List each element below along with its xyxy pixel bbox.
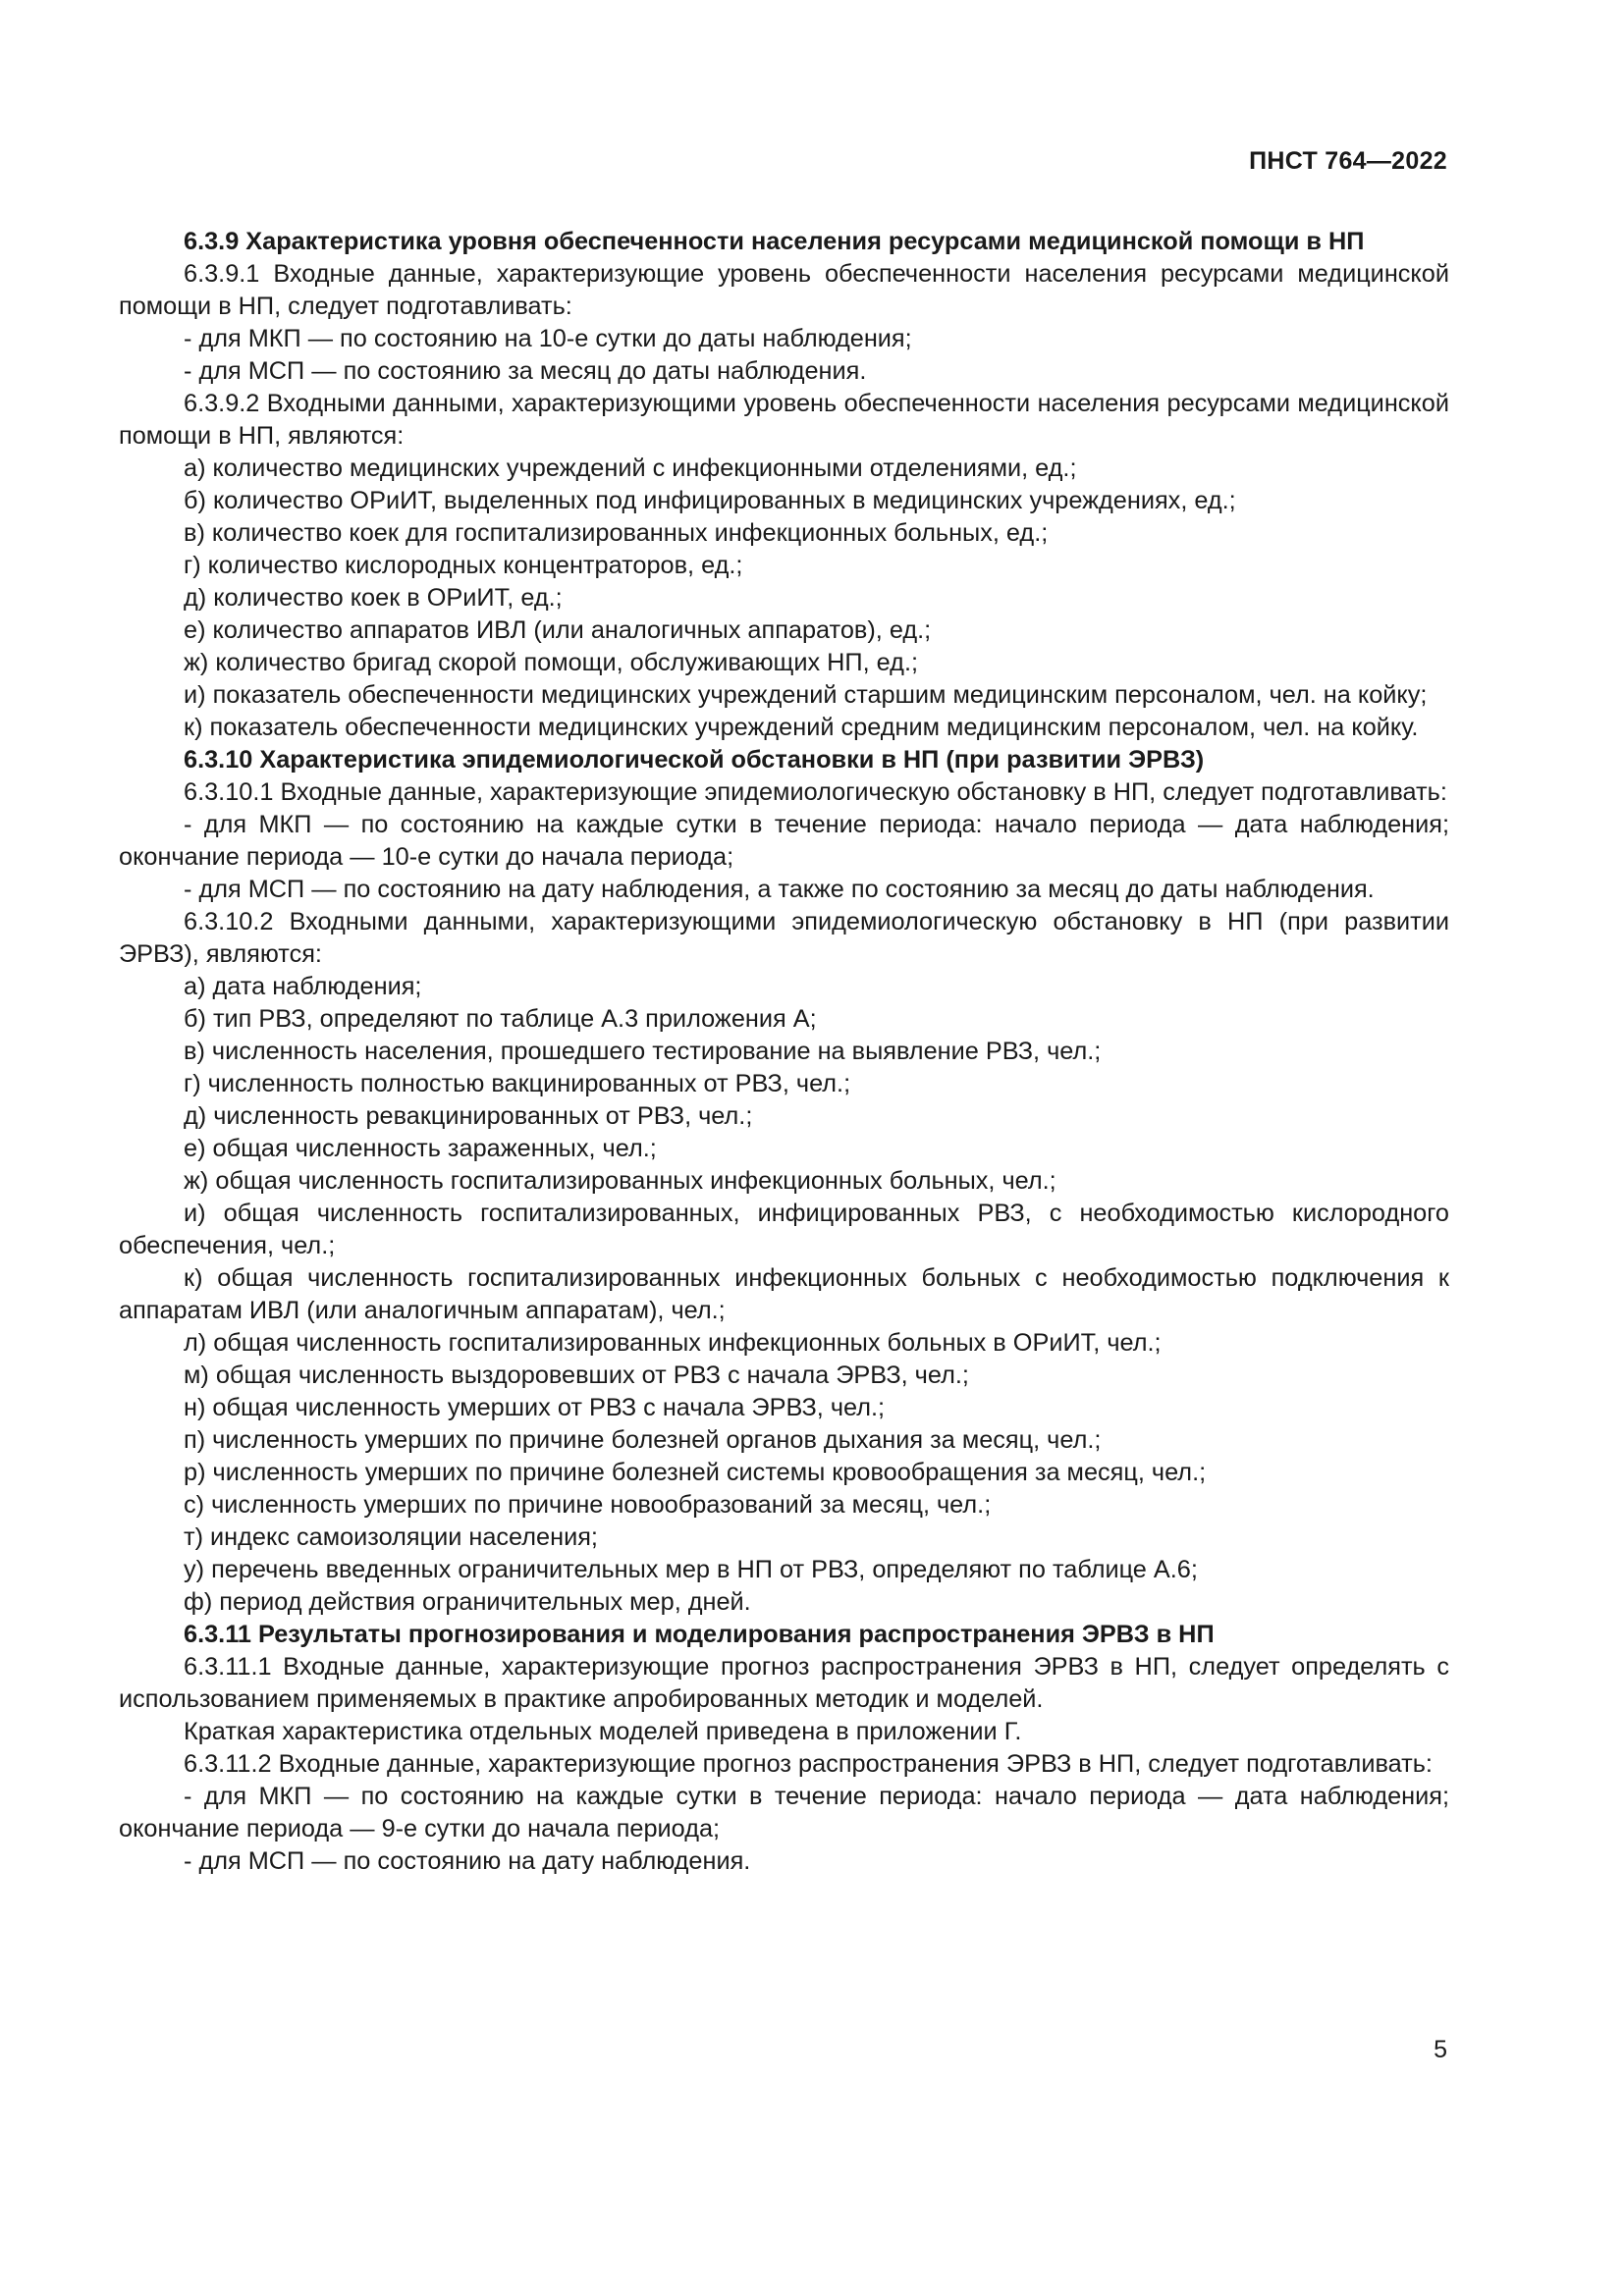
- list-item: н) общая численность умерших от РВЗ с начала ЭРВЗ, чел.;: [184, 1394, 886, 1421]
- list-item: р) численность умерших по причине болезней системы кровообращения за месяц, чел.;: [184, 1459, 1207, 1486]
- list-item: д) численность ревакцинированных от РВЗ, чел.;: [184, 1102, 753, 1130]
- paragraph: 6.3.11.2 Входные данные, характеризующие прогноз распространения ЭРВЗ в НП, следует подготавливать:: [184, 1750, 1433, 1778]
- list-item: и) показатель обеспеченности медицинских учреждений старшим медицинским персоналом, чел. на койку;: [184, 681, 1428, 709]
- paragraph: 6.3.9.2 Входными данными, характеризующими уровень обеспеченности населения ресурсами медицинской помощи в НП, являются:: [119, 390, 1449, 450]
- list-item: е) количество аппаратов ИВЛ (или аналогичных аппаратов), ед.;: [184, 616, 932, 644]
- list-item: д) количество коек в ОРиИТ, ед.;: [184, 584, 563, 612]
- list-item: к) общая численность госпитализированных инфекционных больных с необходимостью подключения к аппаратам ИВЛ (или аналогичным аппаратам), чел.;: [119, 1264, 1449, 1324]
- section-heading: 6.3.10 Характеристика эпидемиологической обстановки в НП (при развитии ЭРВЗ): [184, 746, 1205, 774]
- list-item: - для МКП — по состоянию на каждые сутки в течение периода: начало периода — дата наблюдения; окончание периода — 10-е сутки до начала периода;: [119, 811, 1449, 871]
- document-code: ПНСТ 764—2022: [1249, 147, 1447, 175]
- paragraph: 6.3.10.2 Входными данными, характеризующими эпидемиологическую обстановку в НП (при развитии ЭРВЗ), являются:: [119, 908, 1449, 968]
- list-item: п) численность умерших по причине болезней органов дыхания за месяц, чел.;: [184, 1426, 1102, 1454]
- paragraph: Краткая характеристика отдельных моделей приведена в приложении Г.: [184, 1718, 1022, 1745]
- list-item: ф) период действия ограничительных мер, дней.: [184, 1588, 751, 1616]
- list-item: ж) количество бригад скорой помощи, обслуживающих НП, ед.;: [184, 649, 918, 676]
- list-item: ж) общая численность госпитализированных инфекционных больных, чел.;: [184, 1167, 1056, 1195]
- paragraph: 6.3.9.1 Входные данные, характеризующие уровень обеспеченности населения ресурсами медицинской помощи в НП, следует подготавливать:: [119, 260, 1449, 320]
- paragraph: 6.3.10.1 Входные данные, характеризующие эпидемиологическую обстановку в НП, следует подготавливать:: [184, 778, 1447, 806]
- list-item: с) численность умерших по причине новообразований за месяц, чел.;: [184, 1491, 992, 1519]
- section-heading: 6.3.11 Результаты прогнозирования и моделирования распространения ЭРВЗ в НП: [184, 1621, 1215, 1648]
- list-item: к) показатель обеспеченности медицинских учреждений средним медицинским персоналом, чел. на койку.: [184, 714, 1419, 741]
- document-body: [119, 226, 1449, 1878]
- section-heading: 6.3.9 Характеристика уровня обеспеченности населения ресурсами медицинской помощи в НП: [184, 228, 1365, 255]
- page-number: 5: [1434, 2036, 1447, 2063]
- list-item: е) общая численность зараженных, чел.;: [184, 1135, 657, 1162]
- paragraph: 6.3.11.1 Входные данные, характеризующие прогноз распространения ЭРВЗ в НП, следует определять с использованием применяемых в практике апробированных методик и моделей.: [119, 1653, 1449, 1713]
- list-item: - для МСП — по состоянию на дату наблюдения.: [184, 1847, 751, 1875]
- list-item: б) количество ОРиИТ, выделенных под инфицированных в медицинских учреждениях, ед.;: [184, 487, 1236, 514]
- list-item: - для МСП — по состоянию за месяц до даты наблюдения.: [184, 357, 867, 385]
- list-item: в) количество коек для госпитализированных инфекционных больных, ед.;: [184, 519, 1049, 547]
- list-item: в) численность населения, прошедшего тестирование на выявление РВЗ, чел.;: [184, 1038, 1102, 1065]
- list-item: т) индекс самоизоляции населения;: [184, 1523, 598, 1551]
- list-item: м) общая численность выздоровевших от РВЗ с начала ЭРВЗ, чел.;: [184, 1362, 969, 1389]
- list-item: л) общая численность госпитализированных инфекционных больных в ОРиИТ, чел.;: [184, 1329, 1162, 1357]
- list-item: - для МСП — по состоянию на дату наблюдения, а также по состоянию за месяц до даты наблюдения.: [184, 876, 1375, 903]
- list-item: - для МКП — по состоянию на 10-е сутки до даты наблюдения;: [184, 325, 912, 352]
- list-item: б) тип РВЗ, определяют по таблице А.3 приложения А;: [184, 1005, 817, 1033]
- list-item: у) перечень введенных ограничительных мер в НП от РВЗ, определяют по таблице А.6;: [184, 1556, 1198, 1583]
- list-item: г) численность полностью вакцинированных от РВЗ, чел.;: [184, 1070, 851, 1097]
- list-item: и) общая численность госпитализированных, инфицированных РВЗ, с необходимостью кислородного обеспечения, чел.;: [119, 1200, 1449, 1259]
- list-item: а) дата наблюдения;: [184, 973, 422, 1000]
- list-item: г) количество кислородных концентраторов, ед.;: [184, 552, 743, 579]
- list-item: - для МКП — по состоянию на каждые сутки в течение периода: начало периода — дата наблюдения; окончание периода — 9-е сутки до начала периода;: [119, 1783, 1449, 1842]
- list-item: а) количество медицинских учреждений с инфекционными отделениями, ед.;: [184, 454, 1077, 482]
